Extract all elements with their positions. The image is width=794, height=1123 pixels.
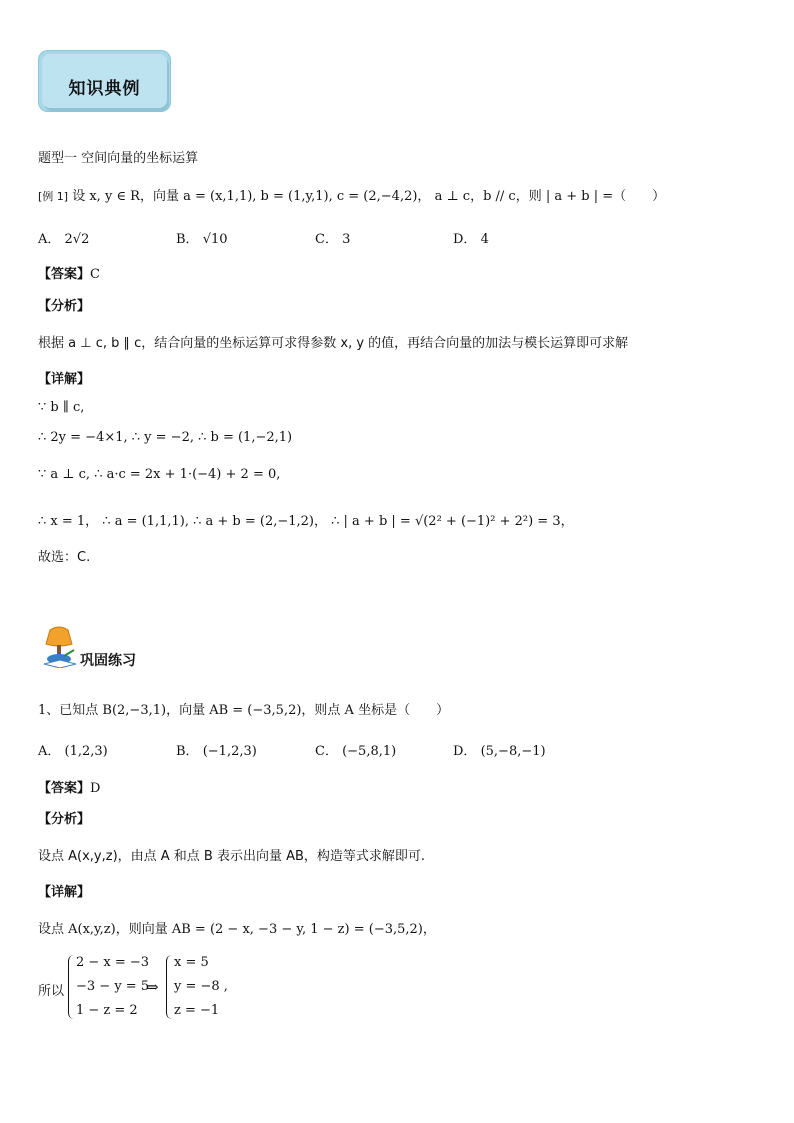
- section-badge: [38, 50, 171, 112]
- example-stem-1: 设 x, y ∈ R，向量 a = (x,1,1), b = (1,y,1), c = (2,−4,2)，: [72, 189, 431, 204]
- section-badge-title: 知识典例: [68, 79, 141, 99]
- example-step-1: ∵ b ∥ c,: [38, 400, 85, 415]
- option-letter: D．: [453, 744, 477, 759]
- practice-option-b[interactable]: [176, 740, 257, 759]
- example-conclusion: 故选：C.: [38, 550, 91, 565]
- option-letter: B．: [176, 232, 199, 247]
- option-text: 4: [480, 232, 489, 247]
- type-heading: 题型一 空间向量的坐标运算: [38, 151, 199, 166]
- option-text: (−5,8,1): [342, 744, 397, 759]
- practice-answer: [38, 777, 100, 796]
- example-detail-label: 【详解】: [38, 372, 91, 387]
- answer-label: 【答案】: [38, 267, 91, 282]
- sys-left-1: 2 − x = −3: [76, 955, 150, 970]
- example-analysis-label: 【分析】: [38, 299, 91, 314]
- left-brace: [68, 955, 75, 1019]
- so-label: 所以: [38, 984, 65, 999]
- option-letter: A．: [38, 232, 61, 247]
- practice-detail-label: 【详解】: [38, 885, 91, 900]
- option-text: (−1,2,3): [202, 744, 257, 759]
- answer-value: C: [90, 267, 100, 282]
- example-option-b[interactable]: [176, 228, 228, 247]
- option-letter: C．: [315, 232, 338, 247]
- practice-option-a[interactable]: [38, 740, 108, 759]
- practice-analysis: 设点 A(x,y,z)，由点 A 和点 B 表示出向量 AB，构造等式求解即可.: [38, 849, 426, 864]
- example-label: [例 1]: [38, 190, 69, 203]
- section-badge-inner: [42, 54, 167, 108]
- practice-question-1: 1、已知点 B(2,−3,1)，向量 AB = (−3,5,2)，则点 A 坐标是（ ）: [38, 703, 450, 718]
- sys-right-1: x = 5: [174, 955, 209, 970]
- practice-detail-1: 设点 A(x,y,z)，则向量 AB = (2 − x, −3 − y, 1 − z) = (−3,5,2)，: [38, 922, 436, 937]
- implies-arrow: ⇒: [146, 978, 159, 996]
- practice-analysis-label: 【分析】: [38, 812, 91, 827]
- practice-option-d[interactable]: [453, 740, 546, 759]
- sys-right-3: z = −1: [174, 1003, 220, 1018]
- example-option-d[interactable]: [453, 228, 489, 247]
- option-text: (5,−8,−1): [480, 744, 546, 759]
- example-answer: [38, 263, 100, 282]
- option-letter: A．: [38, 744, 61, 759]
- example-step-2: ∴ 2y = −4×1, ∴ y = −2, ∴ b = (1,−2,1): [38, 430, 293, 445]
- answer-label: 【答案】: [38, 781, 91, 796]
- option-letter: D．: [453, 232, 477, 247]
- lamp-icon: [42, 626, 76, 668]
- option-text: 2√2: [64, 232, 90, 247]
- option-text: √10: [202, 232, 228, 247]
- right-brace: [166, 955, 173, 1019]
- option-text: 3: [342, 232, 351, 247]
- sys-left-2: −3 − y = 5: [76, 979, 150, 994]
- example-stem: [38, 185, 665, 204]
- option-letter: B．: [176, 744, 199, 759]
- practice-option-c[interactable]: [315, 740, 396, 759]
- sys-left-3: 1 − z = 2: [76, 1003, 138, 1018]
- answer-value: D: [90, 781, 101, 796]
- option-text: (1,2,3): [64, 744, 108, 759]
- option-letter: C．: [315, 744, 338, 759]
- practice-heading: 巩固练习: [80, 653, 136, 669]
- sys-right-2: y = −8 ,: [174, 979, 228, 994]
- example-step-3: ∵ a ⊥ c, ∴ a·c = 2x + 1·(−4) + 2 = 0,: [38, 467, 281, 482]
- example-stem-2: a ⊥ c，b // c，则 | a + b | =（ ）: [434, 189, 666, 204]
- example-option-c[interactable]: [315, 228, 350, 247]
- example-step-4: ∴ x = 1， ∴ a = (1,1,1), ∴ a + b = (2,−1,2)， ∴ | a + b | = √(2² + (−1)² + 2²) = 3，: [38, 514, 574, 529]
- example-option-a[interactable]: [38, 228, 89, 247]
- example-analysis: 根据 a ⊥ c, b ∥ c，结合向量的坐标运算可求得参数 x, y 的值，再结合向量的加法与模长运算即可求解: [38, 336, 629, 351]
